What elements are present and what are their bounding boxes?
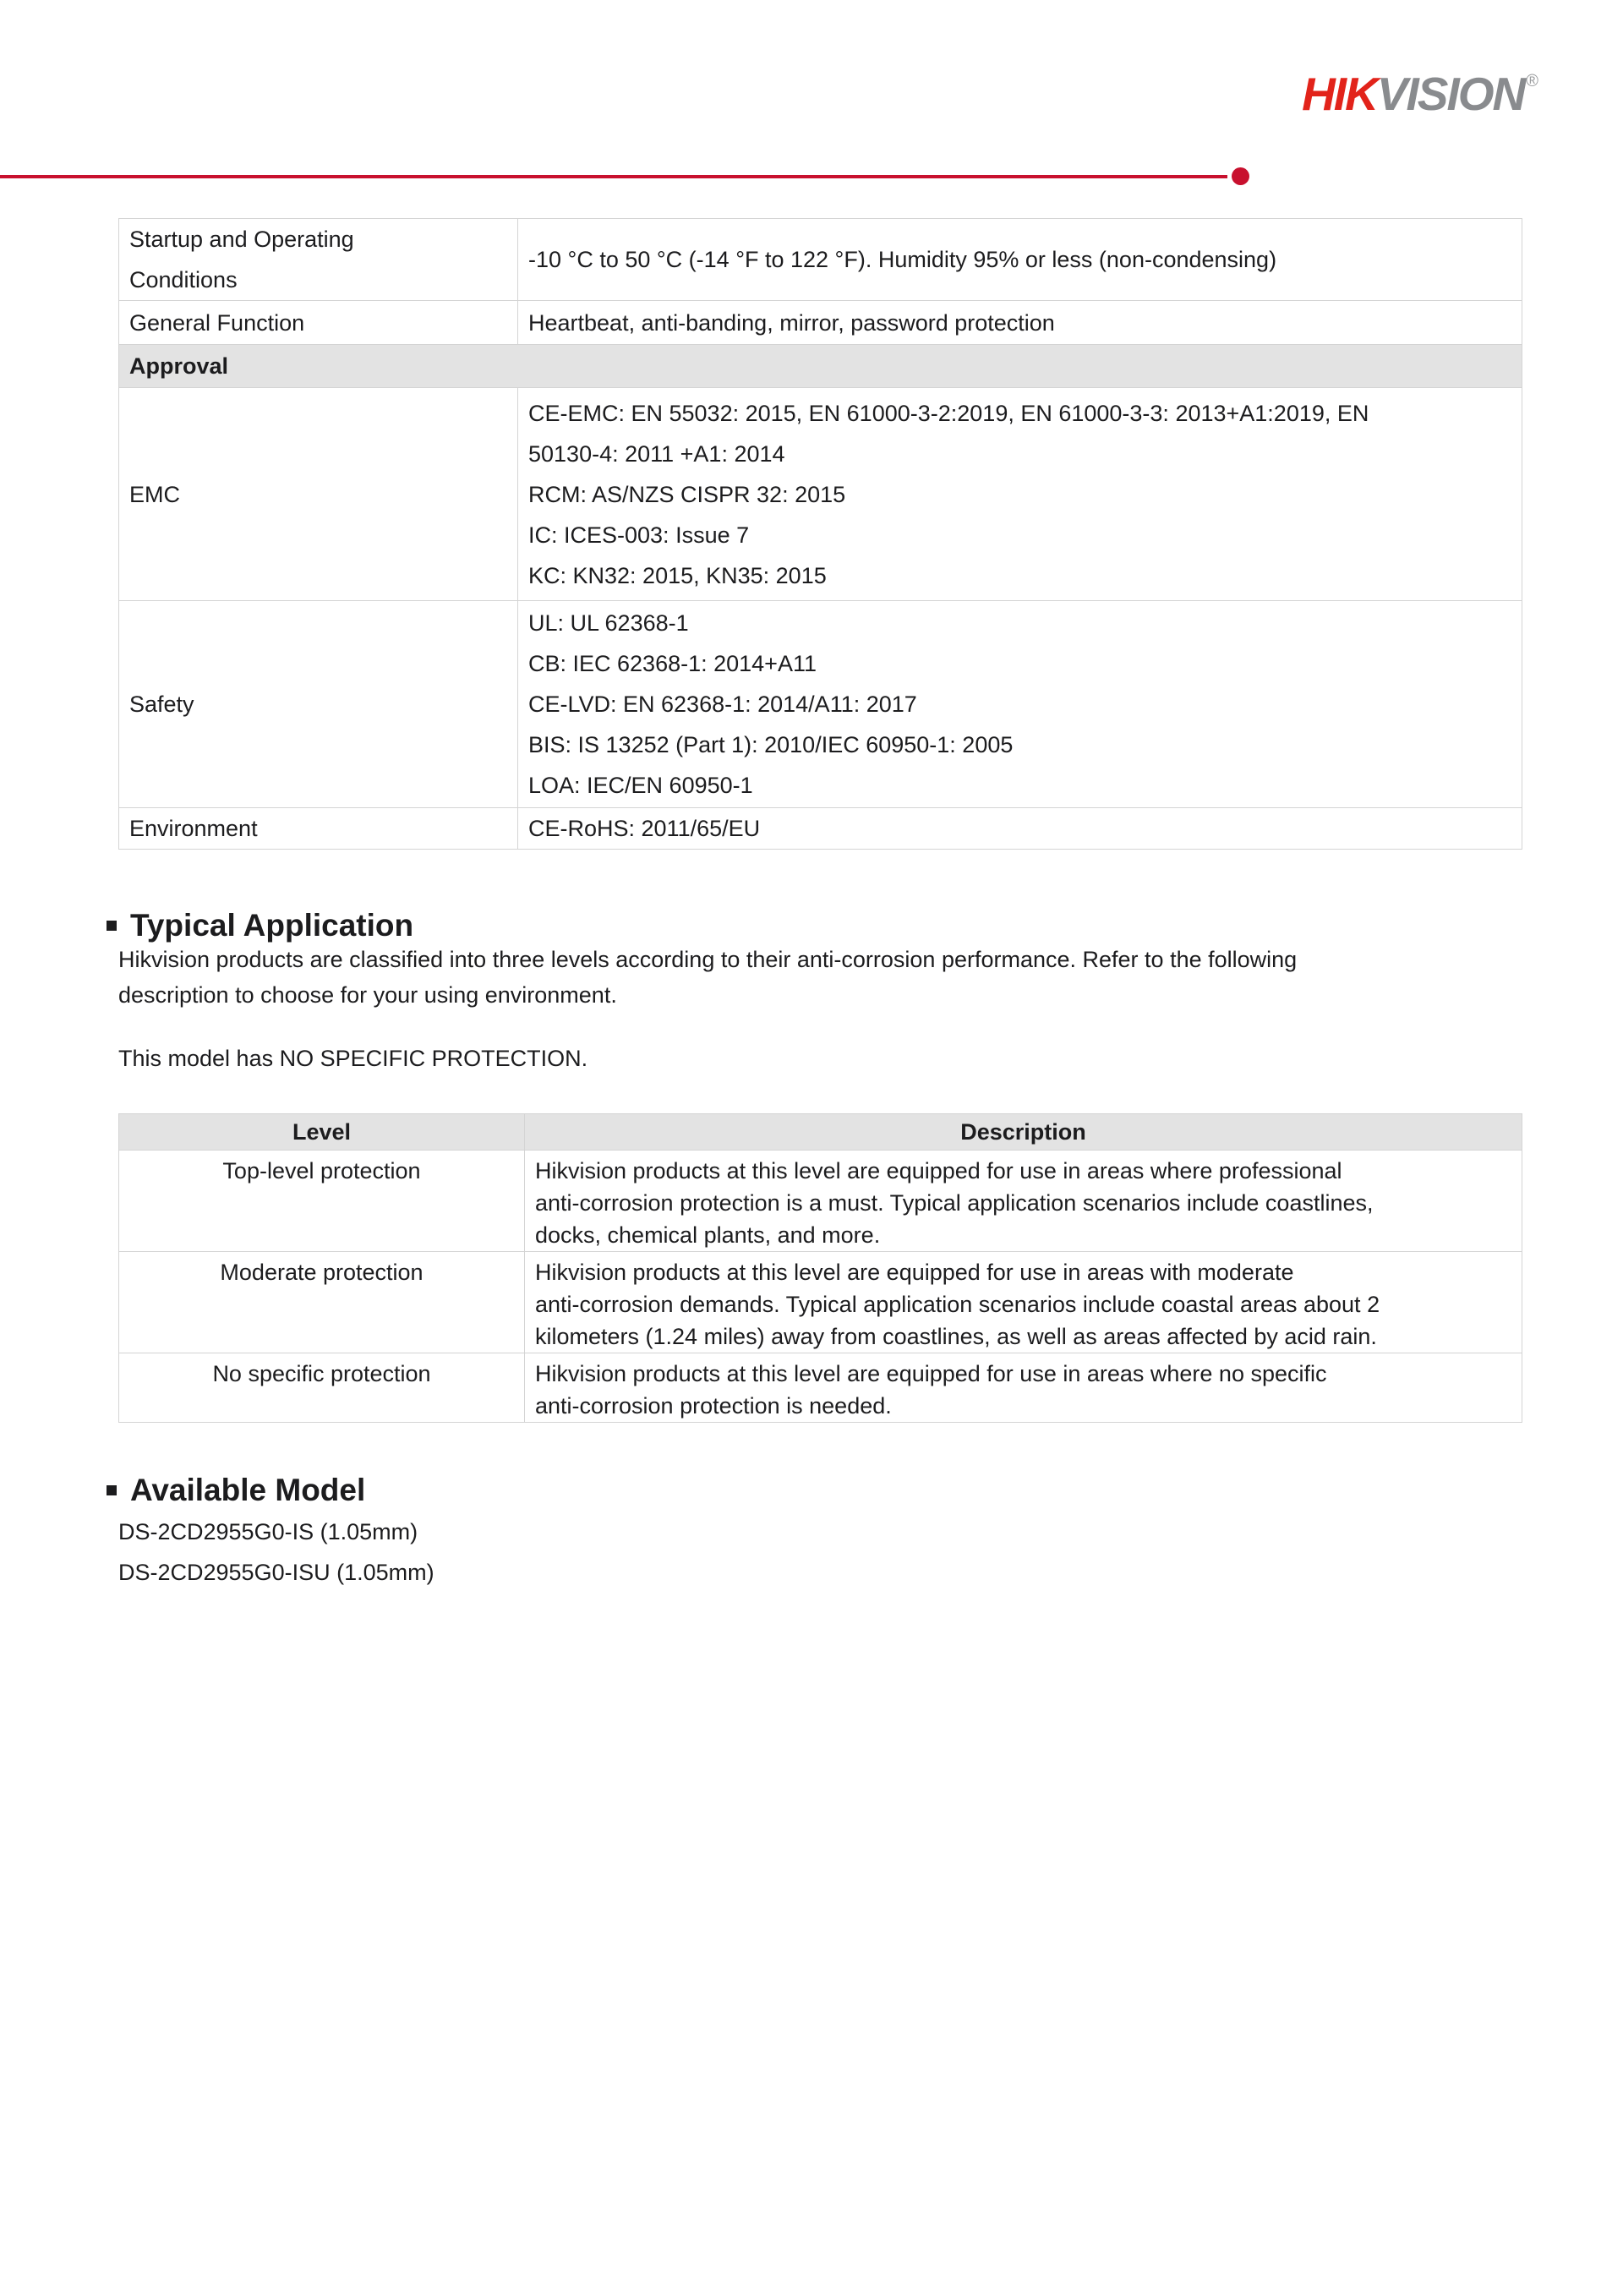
spec-value-text: CE-RoHS: 2011/65/EU <box>528 816 761 841</box>
protection-row-top-level <box>119 1151 1522 1252</box>
spec-label-cell: Environment <box>119 808 518 850</box>
divider-dot-icon <box>1232 167 1249 185</box>
spec-value-line: BIS: IS 13252 (Part 1): 2010/IEC 60950-1: 2005 <box>528 732 1014 757</box>
spec-value-cell <box>518 388 1522 601</box>
spec-value-line: 50130-4: 2011 +A1: 2014 <box>528 440 785 467</box>
spec-row-safety <box>119 601 1522 808</box>
spec-label-cell <box>119 219 518 301</box>
logo-text-red: HIK <box>1302 68 1377 120</box>
spec-value-cell <box>518 301 1522 345</box>
spec-value-line: LOA: IEC/EN 60950-1 <box>528 773 753 798</box>
spec-label-cell: General Function <box>119 301 518 345</box>
section-title: Typical Application <box>130 908 414 943</box>
description-line: anti-corrosion protection is needed. <box>535 1393 892 1419</box>
model-list <box>118 1512 434 1593</box>
description-cell <box>525 1252 1522 1353</box>
description-line: Hikvision products at this level are equipped for use in areas with moderate <box>535 1260 1294 1285</box>
spec-value-line: IC: ICES-003: Issue 7 <box>528 522 750 548</box>
level-cell: No specific protection <box>119 1353 525 1423</box>
description-line: Hikvision products at this level are equipped for use in areas where professional <box>535 1158 1342 1184</box>
description-cell <box>525 1353 1522 1423</box>
header-divider-line <box>0 175 1227 178</box>
intro-line: description to choose for your using environment. <box>118 982 617 1008</box>
description-line: kilometers (1.24 miles) away from coastlines, as well as areas affected by acid rain. <box>535 1324 1377 1349</box>
typical-application-intro <box>118 942 1505 1013</box>
spec-value-line: CE-LVD: EN 62368-1: 2014/A11: 2017 <box>528 692 917 717</box>
spec-section-header: Approval <box>119 345 1522 388</box>
spec-section-row-approval <box>119 345 1522 388</box>
logo-text-gray: VISION <box>1376 68 1525 120</box>
spec-label-cell: Safety <box>119 601 518 808</box>
spec-label-line: Startup and Operating <box>129 227 354 252</box>
protection-note: This model has NO SPECIFIC PROTECTION. <box>118 1046 588 1071</box>
intro-line: Hikvision products are classified into three levels according to their anti-corrosion performance. Refer to the following <box>118 947 1298 972</box>
specification-table <box>118 218 1522 850</box>
model-item: DS-2CD2955G0-IS (1.05mm) <box>118 1519 418 1544</box>
level-cell: Moderate protection <box>119 1252 525 1353</box>
spec-label-line: Conditions <box>129 267 238 292</box>
available-model-heading <box>107 1472 365 1509</box>
protection-row-no-specific <box>119 1353 1522 1423</box>
description-line: anti-corrosion protection is a must. Typical application scenarios include coastlines, <box>535 1190 1374 1216</box>
protection-row-moderate <box>119 1252 1522 1353</box>
bullet-square-icon <box>107 921 117 931</box>
protection-table-header-row <box>119 1114 1522 1151</box>
registered-trademark-icon: ® <box>1526 72 1538 90</box>
model-item: DS-2CD2955G0-ISU (1.05mm) <box>118 1560 434 1585</box>
spec-value-line: UL: UL 62368-1 <box>528 610 689 636</box>
spec-value-line: RCM: AS/NZS CISPR 32: 2015 <box>528 481 846 507</box>
spec-value-text: -10 °C to 50 °C (-14 °F to 122 °F). Humidity 95% or less (non-condensing) <box>528 247 1277 272</box>
spec-value-cell <box>518 601 1522 808</box>
spec-row-emc <box>119 388 1522 601</box>
typical-application-heading <box>107 907 413 944</box>
column-header-level: Level <box>119 1114 525 1151</box>
hikvision-logo <box>1302 68 1538 120</box>
description-line: anti-corrosion demands. Typical application scenarios include coastal areas about 2 <box>535 1292 1380 1317</box>
description-line: docks, chemical plants, and more. <box>535 1222 881 1248</box>
spec-row-environment <box>119 808 1522 850</box>
spec-value-text: Heartbeat, anti-banding, mirror, password protection <box>528 309 1055 336</box>
spec-value-cell <box>518 219 1522 301</box>
description-line: Hikvision products at this level are equipped for use in areas where no specific <box>535 1361 1327 1386</box>
description-cell <box>525 1151 1522 1252</box>
spec-row-startup-conditions <box>119 219 1522 301</box>
spec-value-cell <box>518 808 1522 850</box>
bullet-square-icon <box>107 1485 117 1495</box>
level-cell: Top-level protection <box>119 1151 525 1252</box>
spec-value-line: CE-EMC: EN 55032: 2015, EN 61000-3-2:2019, EN 61000-3-3: 2013+A1:2019, EN <box>528 400 1369 426</box>
spec-row-general-function <box>119 301 1522 345</box>
spec-value-line: CB: IEC 62368-1: 2014+A11 <box>528 651 817 676</box>
spec-value-line: KC: KN32: 2015, KN35: 2015 <box>528 562 827 588</box>
section-title: Available Model <box>130 1473 366 1507</box>
spec-label-cell: EMC <box>119 388 518 601</box>
protection-level-table <box>118 1113 1522 1423</box>
column-header-description: Description <box>525 1114 1522 1151</box>
